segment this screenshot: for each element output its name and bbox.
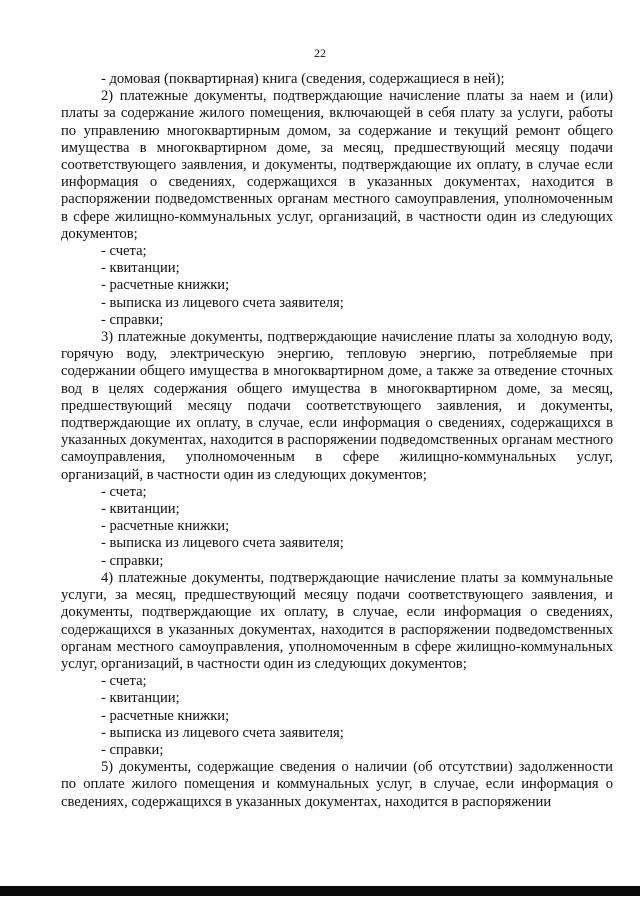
list-item: - расчетные книжки; [101, 707, 230, 724]
list-item: - домовая (поквартирная) книга (сведения, содержащиеся в ней); [101, 71, 505, 87]
list-item: - счета; [101, 483, 147, 500]
page-number: 22 [314, 46, 326, 60]
list-item: - выписка из лицевого счета заявителя; [101, 294, 344, 311]
list-item: - справки; [101, 741, 164, 758]
paragraph-2: 2) платежные документы, подтверждающие начисление платы за наем и (или) платы за содержание жилого помещения, включающей в себя плату за услуги, работы по управлению многоквартирным домом, за содержание и текущий ремонт общего имущества в многоквартирном доме, за месяц, предшествующий месяцу подачи соответствующего заявления, и документы, подтверждающие их оплату, в случае если информация о сведениях, содержащихся в указанных документах, находится в распоряжении подведомственных органам местного самоуправления, уполномоченным в сфере жилищно-коммунальных услуг, организаций, в частности один из следующих документов; [61, 88, 613, 242]
paragraph-5: 5) документы, содержащие сведения о наличии (об отсутствии) задолженности по оплате жилого помещения и коммунальных услуг, в случае, если информация о сведениях, содержащихся в указанных документах, находится в распоряжении [61, 759, 613, 810]
list-item: - выписка из лицевого счета заявителя; [101, 535, 344, 552]
list-item: - расчетные книжки; [101, 518, 230, 535]
list-item: - квитанции; [101, 260, 180, 277]
paragraph-3: 3) платежные документы, подтверждающие начисление платы за холодную воду, горячую воду, электрическую энергию, тепловую энергию, потребляемые при содержании общего имущества в многоквартирном доме, а также за отведение сточных вод в целях содержания общего имущества в многоквартирном доме, за месяц, предшествующий месяцу подачи соответствующего заявления, и документы, подтверждающие их оплату, в случае, если информация о сведениях, содержащихся в указанных документах, находится в распоряжении подведомственных органам местного самоуправления, уполномоченным в сфере жилищно-коммунальных услуг, организаций, в частности один из следующих документов; [61, 329, 613, 483]
list-item: - справки; [101, 552, 164, 569]
list-item: - квитанции; [101, 501, 180, 518]
document-body [61, 71, 613, 811]
paragraph-4: 4) платежные документы, подтверждающие начисление платы за коммунальные услуги, за месяц, предшествующий месяцу подачи соответствующего заявления, и документы, подтверждающие их оплату, в случае, если информация о сведениях, содержащихся в указанных документах, находится в распоряжении подведомственных органам местного самоуправления, уполномоченным в сфере жилищно-коммунальных услуг, организаций, в частности один из следующих документов; [61, 569, 613, 672]
list-item: - справки; [101, 311, 164, 328]
list-item: - расчетные книжки; [101, 277, 230, 294]
list-item: - квитанции; [101, 690, 180, 707]
scan-edge-bar [0, 886, 640, 896]
list-item: - выписка из лицевого счета заявителя; [101, 724, 344, 741]
list-item: - счета; [101, 673, 147, 690]
list-item: - счета; [101, 243, 147, 260]
